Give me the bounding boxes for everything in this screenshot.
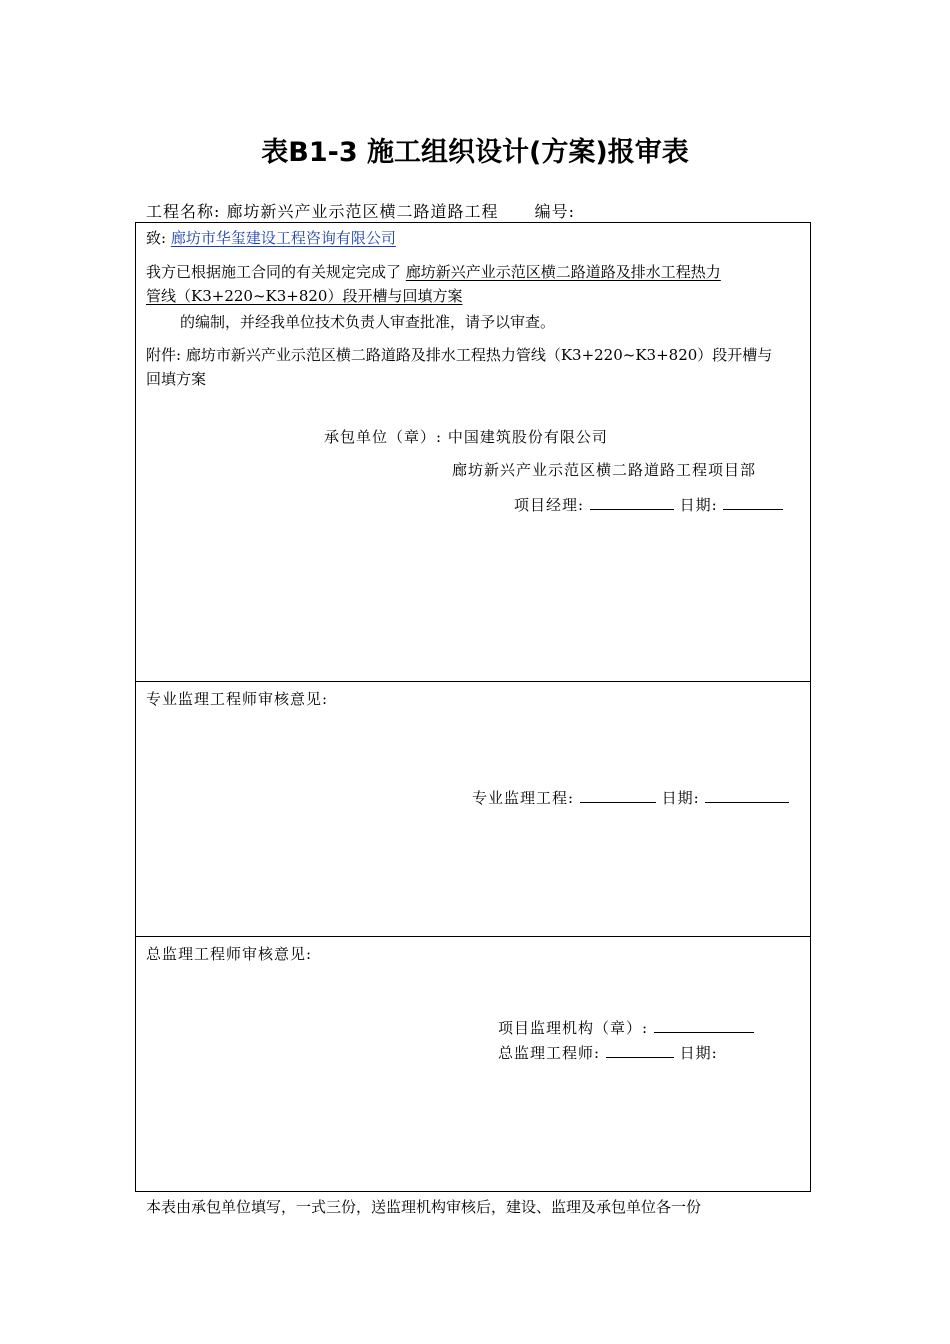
engineer-date-label: 日期: — [661, 789, 700, 807]
attachment-line-1: 附件: 廊坊市新兴产业示范区横二路道路及排水工程热力管线（K3+220~K3+820）段开槽与 — [146, 346, 773, 364]
contractor-name: 中国建筑股份有限公司 — [447, 428, 608, 446]
contractor-label: 承包单位（章）: — [324, 428, 443, 446]
recipient-name: 廊坊市华玺建设工程咨询有限公司 — [170, 229, 396, 247]
chief-date-label: 日期: — [679, 1044, 718, 1062]
project-label: 工程名称: — [146, 202, 221, 221]
engineer-date-blank[interactable] — [705, 788, 789, 803]
statement-line-1 — [146, 261, 721, 282]
contractor-line — [324, 426, 608, 447]
manager-line — [514, 494, 783, 515]
submission-section — [135, 222, 811, 682]
to-label: 致: — [146, 229, 167, 247]
manager-signature-blank[interactable] — [590, 495, 674, 510]
statement-line-3: 的编制，并经我单位技术负责人审查批准，请予以审查。 — [180, 313, 556, 331]
manager-date-label: 日期: — [679, 496, 718, 514]
scheme-name-part-1: 廊坊新兴产业示范区横二路道路及排水工程热力 — [405, 263, 721, 281]
statement-prefix: 我方已根据施工合同的有关规定完成了 — [146, 263, 402, 281]
engineer-review-heading: 专业监理工程师审核意见: — [146, 690, 329, 708]
manager-label: 项目经理: — [514, 496, 585, 514]
chief-sign-line — [498, 1042, 718, 1063]
chief-sign-label: 总监理工程师: — [498, 1044, 601, 1062]
engineer-review-section — [135, 681, 811, 937]
recipient-line — [146, 227, 396, 248]
engineer-sign-line — [472, 787, 789, 808]
chief-review-section — [135, 936, 811, 1192]
attachment-line-2: 回填方案 — [146, 370, 207, 388]
number-label: 编号: — [534, 202, 576, 221]
supervision-org-label: 项目监理机构（章）: — [498, 1019, 649, 1037]
scheme-name-part-2: 管线（K3+220~K3+820）段开槽与回填方案 — [146, 287, 463, 305]
project-line — [146, 199, 575, 222]
supervision-org-blank[interactable] — [654, 1018, 754, 1033]
chief-signature-blank[interactable] — [606, 1043, 674, 1058]
supervision-org-line — [498, 1017, 754, 1038]
chief-review-heading: 总监理工程师审核意见: — [146, 945, 313, 963]
manager-date-blank[interactable] — [723, 495, 783, 510]
form-footer-note: 本表由承包单位填写，一式三份，送监理机构审核后，建设、监理及承包单位各一份 — [146, 1198, 702, 1216]
engineer-sign-label: 专业监理工程: — [472, 789, 575, 807]
project-department: 廊坊新兴产业示范区横二路道路工程项目部 — [452, 461, 757, 479]
engineer-signature-blank[interactable] — [580, 788, 656, 803]
form-title: 表B1-3 施工组织设计(方案)报审表 — [261, 137, 689, 168]
project-name: 廊坊新兴产业示范区横二路道路工程 — [226, 202, 499, 221]
